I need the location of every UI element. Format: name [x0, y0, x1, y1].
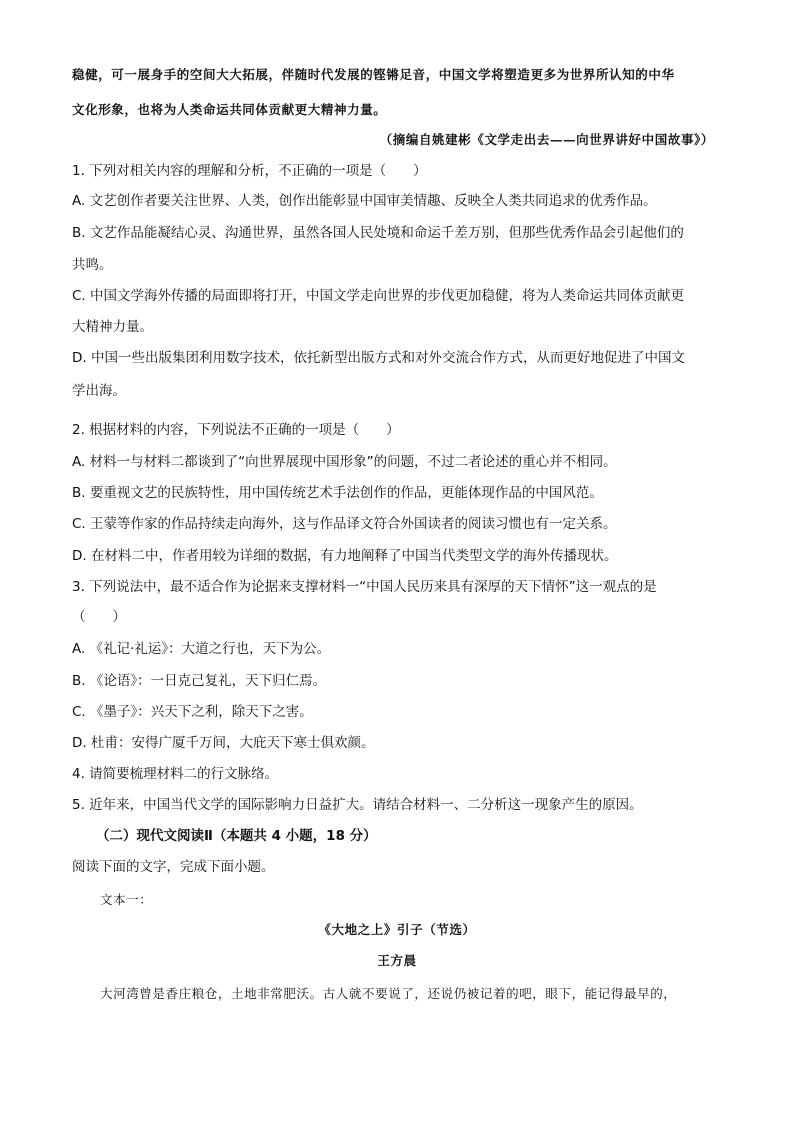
q2-option-a: A. 材料一与材料二都谈到了“向世界展现中国形象”的问题，不过二者论述的重心并不相同。	[72, 454, 617, 470]
q1-stem: 1. 下列对相关内容的理解和分析，不正确的一项是（ ）	[72, 163, 427, 179]
excerpt-first-line: 大河湾曾是香庄粮仓，土地非常肥沃。古人就不要说了，还说仍被记着的吧，眼下，能记得最早的，	[100, 986, 677, 1001]
q1-option-b-line-2: 共鸣。	[72, 257, 113, 273]
q3-option-b: B. 《论语》：一日克己复礼，天下归仁焉。	[72, 673, 327, 689]
excerpt-author: 王方晨	[377, 953, 417, 968]
q1-option-d-line-2: 学出海。	[72, 383, 126, 399]
passage-tail-line-2: 文化形象，也将为人类命运共同体贡献更大精神力量。	[72, 102, 387, 117]
q3-option-d: D. 杜甫：安得广厦千万间，大庇天下寒士俱欢颜。	[72, 735, 375, 751]
excerpt-title: 《大地之上》引子（节选）	[318, 922, 476, 937]
q3-stem: 3. 下列说法中，最不适合作为论据来支撑材料一“中国人民历来具有深厚的天下情怀”这一观点的是	[72, 579, 657, 595]
q1-option-a: A. 文艺创作者要关注世界、人类，创作出能彰显中国审美情趣、反映全人类共同追求的优秀作品。	[72, 193, 657, 209]
q3-option-a: A. 《礼记·礼运》：大道之行也，天下为公。	[72, 641, 331, 657]
text-label: 文本一：	[100, 892, 153, 907]
section-heading: （二）现代文阅读Ⅱ（本题共 4 小题，18 分）	[96, 828, 377, 844]
q1-option-c-line-2: 大精神力量。	[72, 319, 153, 335]
passage-source: （摘编自姚建彬《文学走出去——向世界讲好中国故事》）	[379, 132, 714, 147]
q3-option-c: C. 《墨子》：兴天下之利，除天下之害。	[72, 704, 313, 720]
q2-option-b: B. 要重视文艺的民族特性，用中国传统艺术手法创作的作品，更能体现作品的中国风范。	[72, 485, 603, 501]
q2-stem: 2. 根据材料的内容，下列说法不正确的一项是（ ）	[72, 422, 400, 438]
q2-option-d: D. 在材料二中，作者用较为详细的数据，有力地阐释了中国当代类型文学的海外传播现状。	[72, 548, 618, 564]
q5-stem: 5. 近年来，中国当代文学的国际影响力日益扩大。请结合材料一、二分析这一现象产生的原因。	[72, 797, 643, 813]
q1-option-b-line-1: B. 文艺作品能凝结心灵、沟通世界，虽然各国人民处境和命运千差万别，但那些优秀作品会引起他们的	[72, 225, 684, 241]
q3-answer-paren: （ ）	[72, 609, 126, 625]
q1-option-d-line-1: D. 中国一些出版集团利用数字技术，依托新型出版方式和对外交流合作方式，从而更好地促进了中国文	[72, 350, 685, 366]
q1-option-c-line-1: C. 中国文学海外传播的局面即将打开，中国文学走向世界的步伐更加稳健，将为人类命运共同体贡献更	[72, 288, 685, 304]
section-instruction: 阅读下面的文字，完成下面小题。	[72, 859, 275, 875]
q4-stem: 4. 请简要梳理材料二的行文脉络。	[72, 766, 279, 782]
passage-tail-line-1: 稳健，可一展身手的空间大大拓展，伴随时代发展的铿锵足音，中国文学将塑造更多为世界所认知的中华	[72, 67, 675, 82]
q2-option-c: C. 王蒙等作家的作品持续走向海外，这与作品译文符合外国读者的阅读习惯也有一定关系。	[72, 516, 617, 532]
